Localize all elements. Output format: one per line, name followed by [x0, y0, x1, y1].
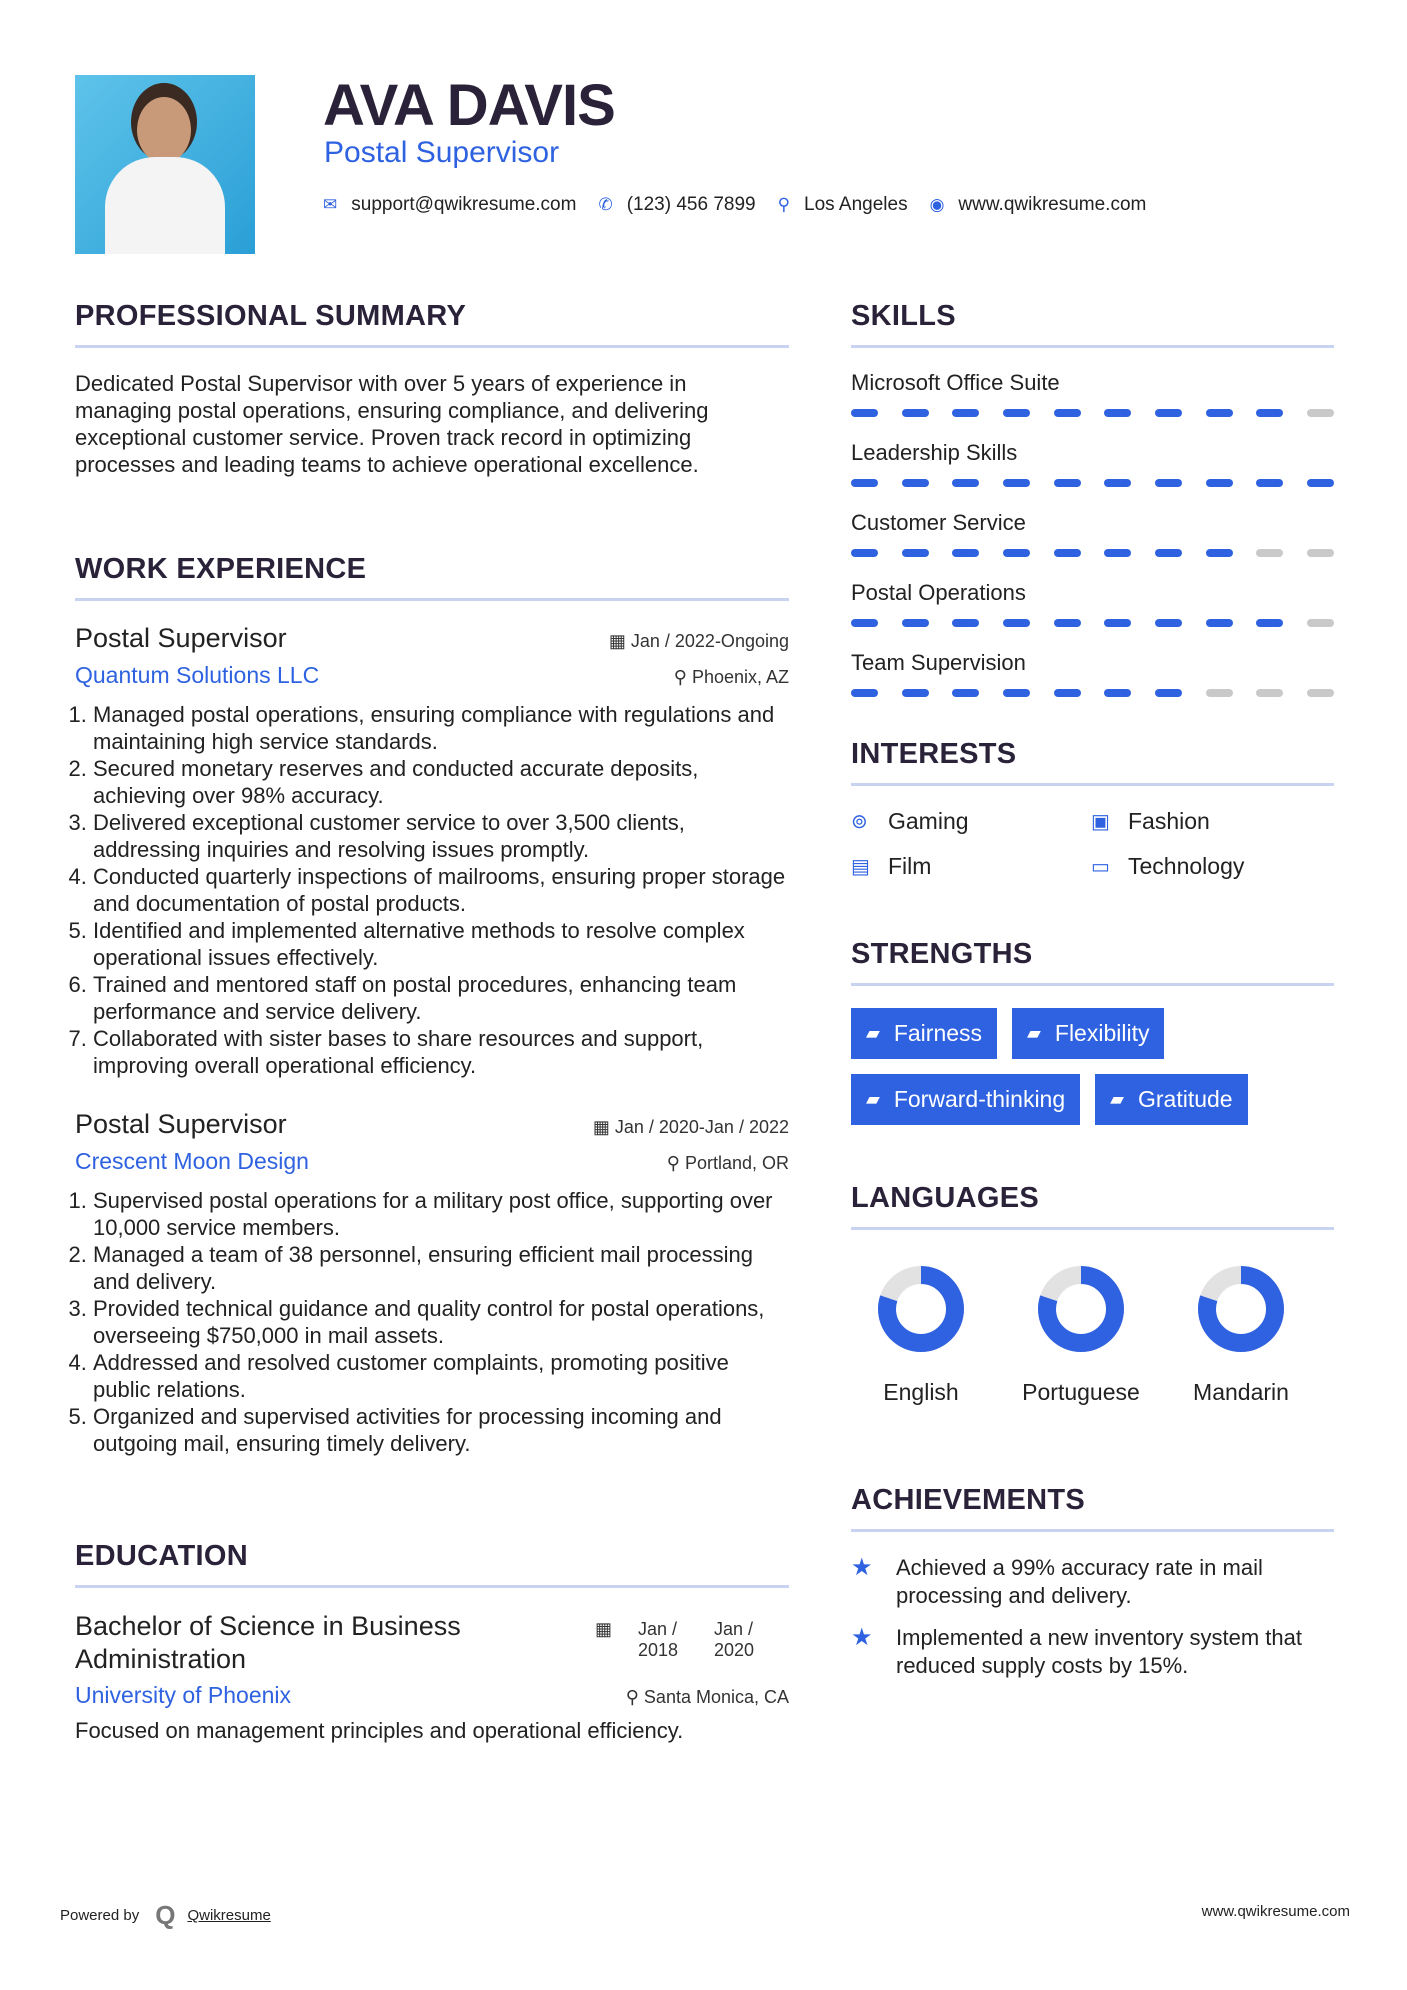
skill-item — [851, 370, 1334, 417]
achievement-text: Implemented a new inventory system that reduced supply costs by 15%. — [896, 1625, 1302, 1678]
book-icon: ▰ — [866, 1023, 880, 1043]
language-item — [1181, 1252, 1301, 1406]
book-icon: ▰ — [1027, 1023, 1041, 1043]
list-item: 5. Organized and supervised activities for processing incoming and outgoing mail, ensuring timely delivery. — [93, 1403, 789, 1457]
strength-badge — [851, 1008, 997, 1059]
interest-label: Film — [888, 853, 932, 879]
job-bullets — [93, 701, 789, 1079]
book-icon: ▰ — [1110, 1089, 1124, 1109]
interest-item — [1091, 808, 1331, 835]
list-item: 3. Delivered exceptional customer service to over 3,500 clients, addressing inquiries and resolving issues promptly. — [93, 809, 789, 863]
film-icon: ▤ — [851, 856, 870, 878]
section-heading: STRENGTHS — [851, 938, 1334, 986]
envelope-icon: ✉ — [323, 195, 338, 214]
interest-item — [851, 853, 1091, 880]
skill-segment — [1256, 619, 1283, 627]
company: Crescent Moon Design — [75, 1148, 309, 1174]
skill-segment — [1206, 689, 1233, 697]
list-item: 1. Supervised postal operations for a military post office, supporting over 10,000 service members. — [93, 1187, 789, 1241]
list-item: 4. Addressed and resolved customer complaints, promoting positive public relations. — [93, 1349, 789, 1403]
degree: Bachelor of Science in Business Administration — [75, 1611, 461, 1674]
skill-segment — [1206, 409, 1233, 417]
skill-segment — [1307, 409, 1334, 417]
strength-label: Forward-thinking — [893, 1086, 1066, 1112]
skill-segment — [1307, 619, 1334, 627]
skill-segment — [952, 689, 979, 697]
interest-label: Technology — [1128, 853, 1245, 879]
job-entry — [75, 623, 789, 1079]
edu-location: Santa Monica, CA — [643, 1687, 789, 1707]
skill-segment — [1256, 689, 1283, 697]
summary-section — [75, 300, 789, 478]
interest-item — [851, 808, 1091, 835]
job-role: Postal Supervisor — [75, 1109, 287, 1139]
edu-end: Jan / 2020 — [714, 1619, 755, 1660]
interests-section — [851, 738, 1334, 880]
language-donut — [1036, 1264, 1126, 1354]
edu-description: Focused on management principles and operational efficiency. — [75, 1718, 684, 1743]
section-heading: LANGUAGES — [851, 1182, 1334, 1230]
achievement-item — [851, 1554, 1334, 1610]
email[interactable]: support@qwikresume.com — [351, 194, 577, 215]
skill-segment — [952, 479, 979, 487]
skill-segment — [952, 409, 979, 417]
book-icon: ▰ — [866, 1089, 880, 1109]
location: Los Angeles — [804, 194, 908, 215]
skill-segment — [1256, 549, 1283, 557]
achievements-section — [851, 1484, 1334, 1694]
skill-segment — [1054, 479, 1081, 487]
footer-url[interactable]: www.qwikresume.com — [1201, 1903, 1350, 1920]
job-entry — [75, 1109, 789, 1457]
skill-segment — [851, 479, 878, 487]
skill-segment — [1104, 619, 1131, 627]
skill-segment — [851, 549, 878, 557]
section-heading: SKILLS — [851, 300, 1334, 348]
contact-bar — [323, 194, 1168, 216]
skill-name: Postal Operations — [851, 580, 1026, 605]
calendar-icon: ▦ — [608, 631, 631, 651]
interest-label: Gaming — [888, 808, 969, 834]
job-bullets — [93, 1187, 789, 1457]
skill-item — [851, 440, 1334, 487]
section-heading: INTERESTS — [851, 738, 1334, 786]
language-donut — [1196, 1264, 1286, 1354]
strength-badge — [1012, 1008, 1164, 1059]
list-item: 5. Identified and implemented alternative methods to resolve complex operational issues effectively. — [93, 917, 789, 971]
calendar-icon: ▦ — [594, 1619, 612, 1639]
skill-segment — [902, 619, 929, 627]
job-location: Phoenix, AZ — [691, 667, 789, 687]
strength-label: Gratitude — [1137, 1086, 1233, 1112]
list-item: 7. Collaborated with sister bases to share resources and support, improving overall operational efficiency. — [93, 1025, 789, 1079]
skills-section — [851, 300, 1334, 720]
website[interactable]: www.qwikresume.com — [958, 194, 1147, 215]
job-title: Postal Supervisor — [324, 136, 560, 169]
skill-name: Microsoft Office Suite — [851, 370, 1060, 395]
gamepad-icon: ⊚ — [851, 811, 868, 833]
job-date: Jan / 2022-Ongoing — [630, 631, 789, 651]
section-heading: EDUCATION — [75, 1540, 789, 1588]
job-date: Jan / 2020-Jan / 2022 — [614, 1117, 789, 1137]
pin-icon: ⚲ — [673, 667, 692, 687]
skill-segment — [1307, 549, 1334, 557]
skill-item — [851, 510, 1334, 557]
skill-name: Customer Service — [851, 510, 1026, 535]
job-location: Portland, OR — [684, 1153, 789, 1173]
languages-section — [851, 1182, 1334, 1406]
list-item: 2. Managed a team of 38 personnel, ensuring efficient mail processing and delivery. — [93, 1241, 789, 1295]
language-item — [1021, 1252, 1141, 1406]
section-heading: WORK EXPERIENCE — [75, 553, 789, 601]
interest-item — [1091, 853, 1331, 880]
skill-segment — [902, 479, 929, 487]
skill-segment — [1054, 549, 1081, 557]
strength-label: Fairness — [893, 1020, 983, 1046]
company: Quantum Solutions LLC — [75, 662, 320, 688]
work-section — [75, 553, 789, 1457]
strength-badge — [851, 1074, 1080, 1125]
language-name: Mandarin — [1193, 1379, 1289, 1405]
skill-segment — [1104, 479, 1131, 487]
powered-by-label: Powered by — [60, 1907, 140, 1924]
calendar-icon: ▦ — [592, 1117, 615, 1137]
interest-label: Fashion — [1128, 808, 1210, 834]
globe-icon: ◉ — [929, 195, 945, 214]
footer-powered — [60, 1900, 271, 1931]
skill-level-bar — [851, 619, 1334, 627]
phone: (123) 456 7899 — [626, 194, 756, 215]
skill-item — [851, 580, 1334, 627]
language-name: English — [883, 1379, 959, 1405]
skill-segment — [851, 619, 878, 627]
skill-level-bar — [851, 479, 1334, 487]
skill-segment — [1206, 619, 1233, 627]
skill-name: Team Supervision — [851, 650, 1026, 675]
pin-icon: ⚲ — [625, 1687, 644, 1707]
skill-segment — [1155, 549, 1182, 557]
language-name: Portuguese — [1022, 1379, 1140, 1405]
laptop-icon: ▭ — [1091, 856, 1110, 878]
language-donut — [876, 1264, 966, 1354]
skill-name: Leadership Skills — [851, 440, 1018, 465]
skill-segment — [952, 549, 979, 557]
job-role: Postal Supervisor — [75, 623, 287, 653]
skill-segment — [1307, 689, 1334, 697]
skill-segment — [1003, 409, 1030, 417]
shopping-bag-icon: ▣ — [1091, 811, 1110, 833]
skill-segment — [1104, 689, 1131, 697]
pin-icon: ⚲ — [666, 1153, 685, 1173]
section-heading: ACHIEVEMENTS — [851, 1484, 1334, 1532]
skill-segment — [1206, 479, 1233, 487]
summary-text: Dedicated Postal Supervisor with over 5 years of experience in managing postal operations, ensuring compliance, and delivering exceptional customer service. Proven track record in optimizing processes and leading teams to achieve operational excellence. — [75, 371, 709, 477]
brand-link[interactable]: Qwikresume — [187, 1907, 271, 1924]
skill-segment — [1054, 689, 1081, 697]
skill-segment — [1206, 549, 1233, 557]
profile-photo — [75, 75, 255, 254]
skill-segment — [902, 689, 929, 697]
star-icon: ★ — [851, 1554, 873, 1581]
school: University of Phoenix — [75, 1682, 292, 1708]
language-item — [861, 1252, 981, 1406]
skill-segment — [1155, 689, 1182, 697]
skill-level-bar — [851, 689, 1334, 697]
skill-segment — [1256, 479, 1283, 487]
skill-segment — [1104, 409, 1131, 417]
candidate-name: AVA DAVIS — [323, 73, 615, 138]
phone-icon: ✆ — [598, 195, 613, 214]
skill-segment — [1155, 619, 1182, 627]
skill-segment — [1155, 409, 1182, 417]
skill-segment — [1307, 479, 1334, 487]
education-section — [75, 1540, 789, 1744]
skill-segment — [1003, 479, 1030, 487]
skill-segment — [902, 549, 929, 557]
list-item: 1. Managed postal operations, ensuring compliance with regulations and maintaining high service standards. — [93, 701, 789, 755]
skill-segment — [1104, 549, 1131, 557]
list-item: 3. Provided technical guidance and quality control for postal operations, overseeing $750,000 in mail assets. — [93, 1295, 789, 1349]
section-heading: PROFESSIONAL SUMMARY — [75, 300, 789, 348]
achievement-text: Achieved a 99% accuracy rate in mail processing and delivery. — [896, 1555, 1263, 1608]
strength-badge — [1095, 1074, 1247, 1125]
skill-segment — [902, 409, 929, 417]
list-item: 6. Trained and mentored staff on postal procedures, enhancing team performance and service delivery. — [93, 971, 789, 1025]
skill-segment — [1003, 619, 1030, 627]
list-item: 2. Secured monetary reserves and conducted accurate deposits, achieving over 98% accuracy. — [93, 755, 789, 809]
skill-segment — [952, 619, 979, 627]
skill-level-bar — [851, 409, 1334, 417]
qwikresume-logo-icon: Q — [155, 1900, 176, 1930]
achievement-item — [851, 1624, 1334, 1680]
star-icon: ★ — [851, 1624, 873, 1651]
skill-segment — [851, 409, 878, 417]
skill-segment — [1054, 619, 1081, 627]
skill-segment — [851, 689, 878, 697]
skill-segment — [1155, 479, 1182, 487]
skill-level-bar — [851, 549, 1334, 557]
skill-segment — [1054, 409, 1081, 417]
edu-start: Jan / 2018 — [638, 1619, 679, 1660]
list-item: 4. Conducted quarterly inspections of mailrooms, ensuring proper storage and documentation of postal products. — [93, 863, 789, 917]
skill-segment — [1003, 549, 1030, 557]
map-pin-icon: ⚲ — [777, 195, 791, 214]
strength-label: Flexibility — [1054, 1020, 1150, 1046]
skill-segment — [1256, 409, 1283, 417]
skill-item — [851, 650, 1334, 697]
skill-segment — [1003, 689, 1030, 697]
strengths-section — [851, 938, 1334, 1125]
